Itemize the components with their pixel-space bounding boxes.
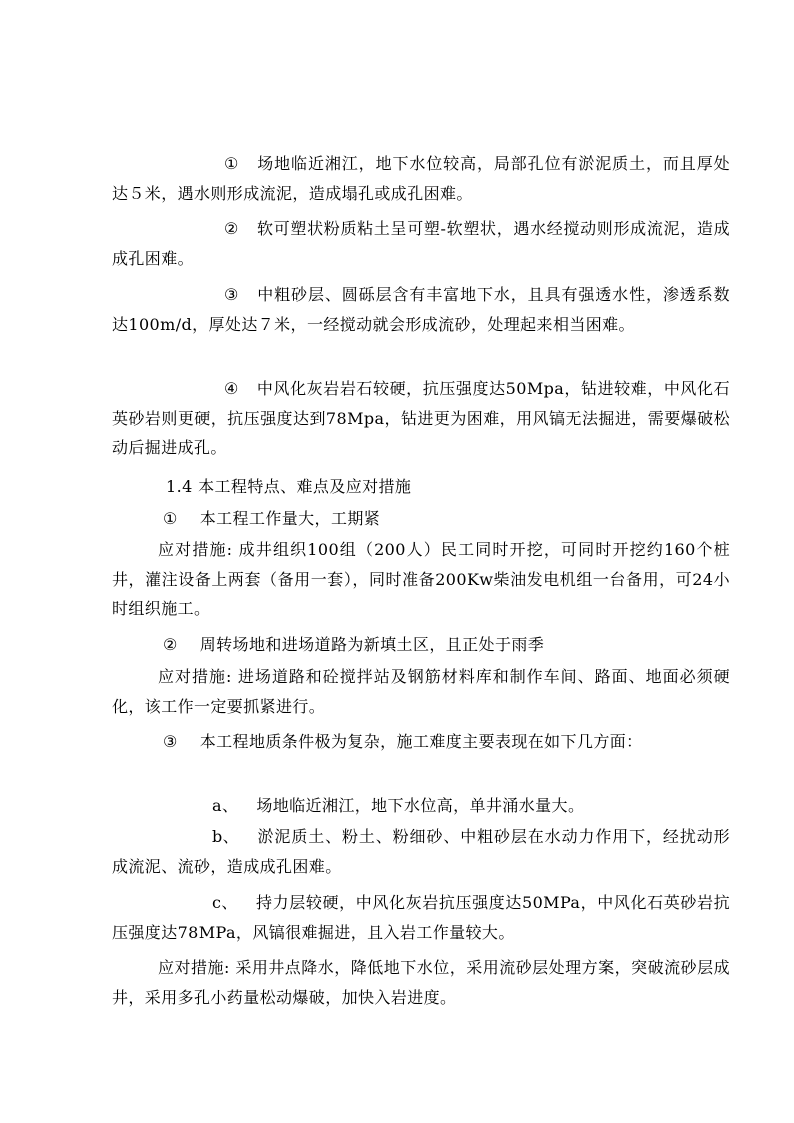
risk-item-4-marker: ④ <box>224 379 239 398</box>
difficulty-b-text: 淤泥质土、粉土、粉细砂、中粗砂层在水动力作用下，经扰动形成流泥、流砂，造成成孔困难。 <box>112 827 730 876</box>
risk-item-2 <box>112 214 730 273</box>
feature-1-title-text: 本工程工作量大，工期紧 <box>199 509 381 528</box>
final-measure: 应对措施: 采用井点降水，降低地下水位，采用流砂层处理方案，突破流砂层成井，采用多孔小药量松动爆破，加快入岩进度。 <box>112 958 730 1007</box>
feature-2-measure: 应对措施: 进场道路和砼搅拌站及钢筋材料库和制作车间、路面、地面必须硬化，该工作一定要抓紧进行。 <box>112 667 730 716</box>
section-heading: 1.4 本工程特点、难点及应对措施 <box>166 477 412 496</box>
difficulty-a-text: 场地临近湘江，地下水位高，单井涌水量大。 <box>256 796 585 815</box>
feature-1-title <box>163 504 380 534</box>
difficulty-c-marker: c、 <box>212 893 238 912</box>
feature-1-measure: 应对措施: 成井组织100组（200人）民工同时开挖，可同时开挖约160个桩井，灌注设备上两套（备用一套），同时准备200Kw柴油发电机组一台备用，可24小时组织施工。 <box>112 540 730 618</box>
feature-1-marker: ① <box>163 509 178 528</box>
feature-3-title <box>163 727 643 757</box>
feature-2-marker: ② <box>163 635 178 654</box>
risk-item-3-text: 中粗砂层、圆砾层含有丰富地下水，且具有强透水性，渗透系数达100m/d，厚处达７米，一经搅动就会形成流砂，处理起来相当困难。 <box>112 285 730 334</box>
difficulty-a <box>112 791 730 821</box>
risk-item-4 <box>112 374 730 463</box>
difficulty-b-marker: b、 <box>212 827 240 846</box>
risk-item-1-text: 场地临近湘江，地下水位较高，局部孔位有淤泥质土，而且厚处达５米，遇水则形成流泥，造成塌孔或成孔困难。 <box>112 154 730 203</box>
feature-3-title-text: 本工程地质条件极为复杂，施工难度主要表现在如下几方面： <box>199 732 643 751</box>
difficulty-b <box>112 822 730 881</box>
difficulty-a-marker: a、 <box>212 796 239 815</box>
risk-item-3 <box>112 280 730 339</box>
risk-item-1-marker: ① <box>224 154 239 173</box>
feature-2-title-text: 周转场地和进场道路为新填土区，且正处于雨季 <box>199 635 545 654</box>
risk-item-3-marker: ③ <box>224 285 239 304</box>
risk-item-2-marker: ② <box>224 219 239 238</box>
difficulty-c <box>112 888 730 947</box>
feature-2-title <box>163 630 544 660</box>
risk-item-2-text: 软可塑状粉质粘土呈可塑-软塑状，遇水经搅动则形成流泥，造成成孔困难。 <box>112 219 730 268</box>
difficulty-c-text: 持力层较硬，中风化灰岩抗压强度达50MPa，中风化石英砂岩抗压强度达78MPa，风镐很难掘进，且入岩工作量较大。 <box>112 893 730 942</box>
risk-item-1 <box>112 149 730 208</box>
risk-item-4-text: 中风化灰岩岩石较硬，抗压强度达50Mpa，钻进较难，中风化石英砂岩则更硬，抗压强度达到78Mpa，钻进更为困难，用风镐无法掘进，需要爆破松动后掘进成孔。 <box>112 379 730 457</box>
feature-3-marker: ③ <box>163 732 178 751</box>
